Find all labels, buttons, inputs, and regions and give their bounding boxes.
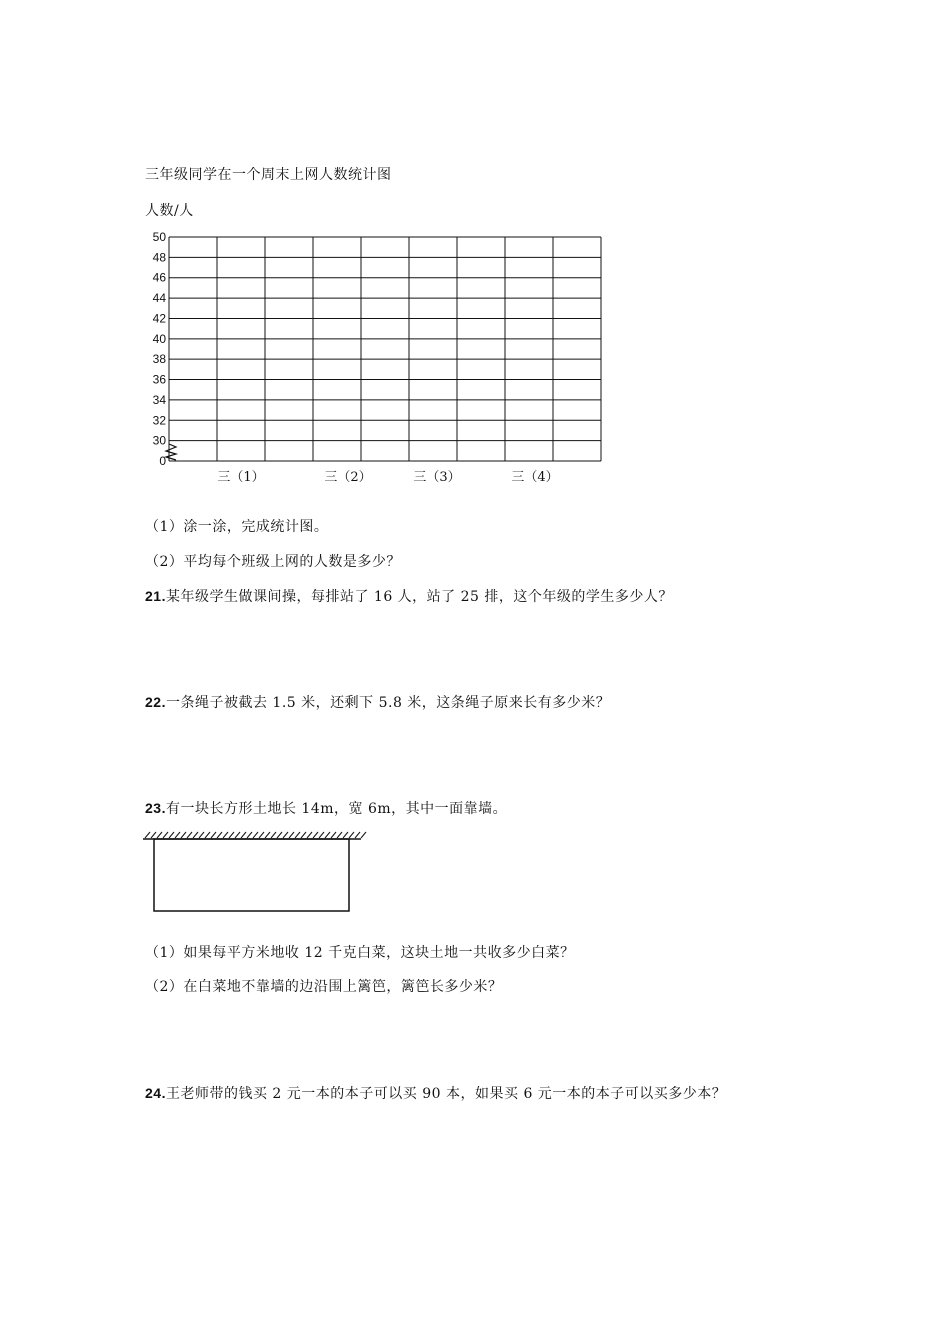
hatch-mark [229,832,234,838]
hatch-mark [361,832,366,838]
axis-break-symbol [166,444,176,460]
y-tick-label: 40 [152,331,166,346]
x-category-label: 三（1） [217,470,265,485]
y-tick-label: 36 [152,372,166,387]
hatch-mark [181,832,186,838]
wall-hatching [145,832,366,838]
q23-text: 有一块长方形土地长 14m，宽 6m，其中一面靠墙。 [165,801,508,817]
hatch-mark [343,832,348,838]
y-axis-label: 人数/人 [145,203,194,219]
y-tick-label: 34 [152,392,166,407]
hatch-mark [205,832,210,838]
y-tick-label: 42 [152,311,166,326]
q21-number: 21. [145,588,166,604]
x-category-label: 三（3） [413,470,461,485]
x-category-label: 三（4） [511,470,559,485]
hatch-mark [277,832,282,838]
y-tick-label: 38 [152,352,166,367]
x-category-label: 三（2） [324,470,372,485]
question-22 [145,692,610,712]
q20-sub2: （2）平均每个班级上网的人数是多少？ [145,554,401,570]
q22-number: 22. [145,694,166,710]
q23-sub1: （1）如果每平方米地收 12 千克白菜，这块土地一共收多少白菜？ [145,945,575,961]
y-tick-label: 30 [152,433,166,448]
hatch-mark [193,832,198,838]
q24-number: 24. [145,1085,166,1101]
hatch-mark [349,832,354,838]
hatch-mark [211,832,216,838]
y-tick-label: 48 [152,250,166,265]
q23-sub2: （2）在白菜地不靠墙的边沿围上篱笆，篱笆长多少米？ [145,979,503,995]
hatch-mark [175,832,180,838]
q24-text: 王老师带的钱买 2 元一本的本子可以买 90 本，如果买 6 元一本的本子可以买多少本？ [165,1086,727,1102]
y-tick-label: 46 [152,270,166,285]
hatch-mark [295,832,300,838]
y-tick-label: 50 [152,230,166,244]
y-tick-label: 32 [152,413,166,428]
hatch-mark [253,832,258,838]
hatch-mark [235,832,240,838]
hatch-mark [313,832,318,838]
hatch-mark [169,832,174,838]
wall-rectangle-diagram [135,828,375,923]
hatch-mark [247,832,252,838]
question-21 [145,586,673,606]
hatch-mark [337,832,342,838]
q20-sub1: （1）涂一涂，完成统计图。 [145,519,329,535]
hatch-mark [259,832,264,838]
bar-chart-grid [0,0,950,500]
hatch-mark [325,832,330,838]
hatch-mark [199,832,204,838]
hatch-mark [241,832,246,838]
y-tick-label: 0 [159,454,166,468]
hatch-mark [217,832,222,838]
hatch-mark [187,832,192,838]
hatch-mark [301,832,306,838]
question-24 [145,1083,726,1103]
hatch-mark [265,832,270,838]
hatch-mark [331,832,336,838]
field-rectangle [154,839,349,911]
hatch-mark [283,832,288,838]
q21-text: 某年级学生做课间操，每排站了 16 人，站了 25 排，这个年级的学生多少人？ [165,589,673,605]
q23-number: 23. [145,800,166,816]
hatch-mark [157,832,162,838]
hatch-mark [145,832,150,838]
hatch-mark [151,832,156,838]
chart-title: 三年级同学在一个周末上网人数统计图 [145,167,392,183]
hatch-mark [307,832,312,838]
hatch-mark [223,832,228,838]
hatch-mark [355,832,360,838]
hatch-mark [319,832,324,838]
hatch-mark [163,832,168,838]
hatch-mark [289,832,294,838]
y-tick-label: 44 [152,291,166,306]
hatch-mark [271,832,276,838]
q22-text: 一条绳子被截去 1.5 米，还剩下 5.8 米，这条绳子原来长有多少米？ [165,695,611,711]
question-23 [145,798,507,818]
